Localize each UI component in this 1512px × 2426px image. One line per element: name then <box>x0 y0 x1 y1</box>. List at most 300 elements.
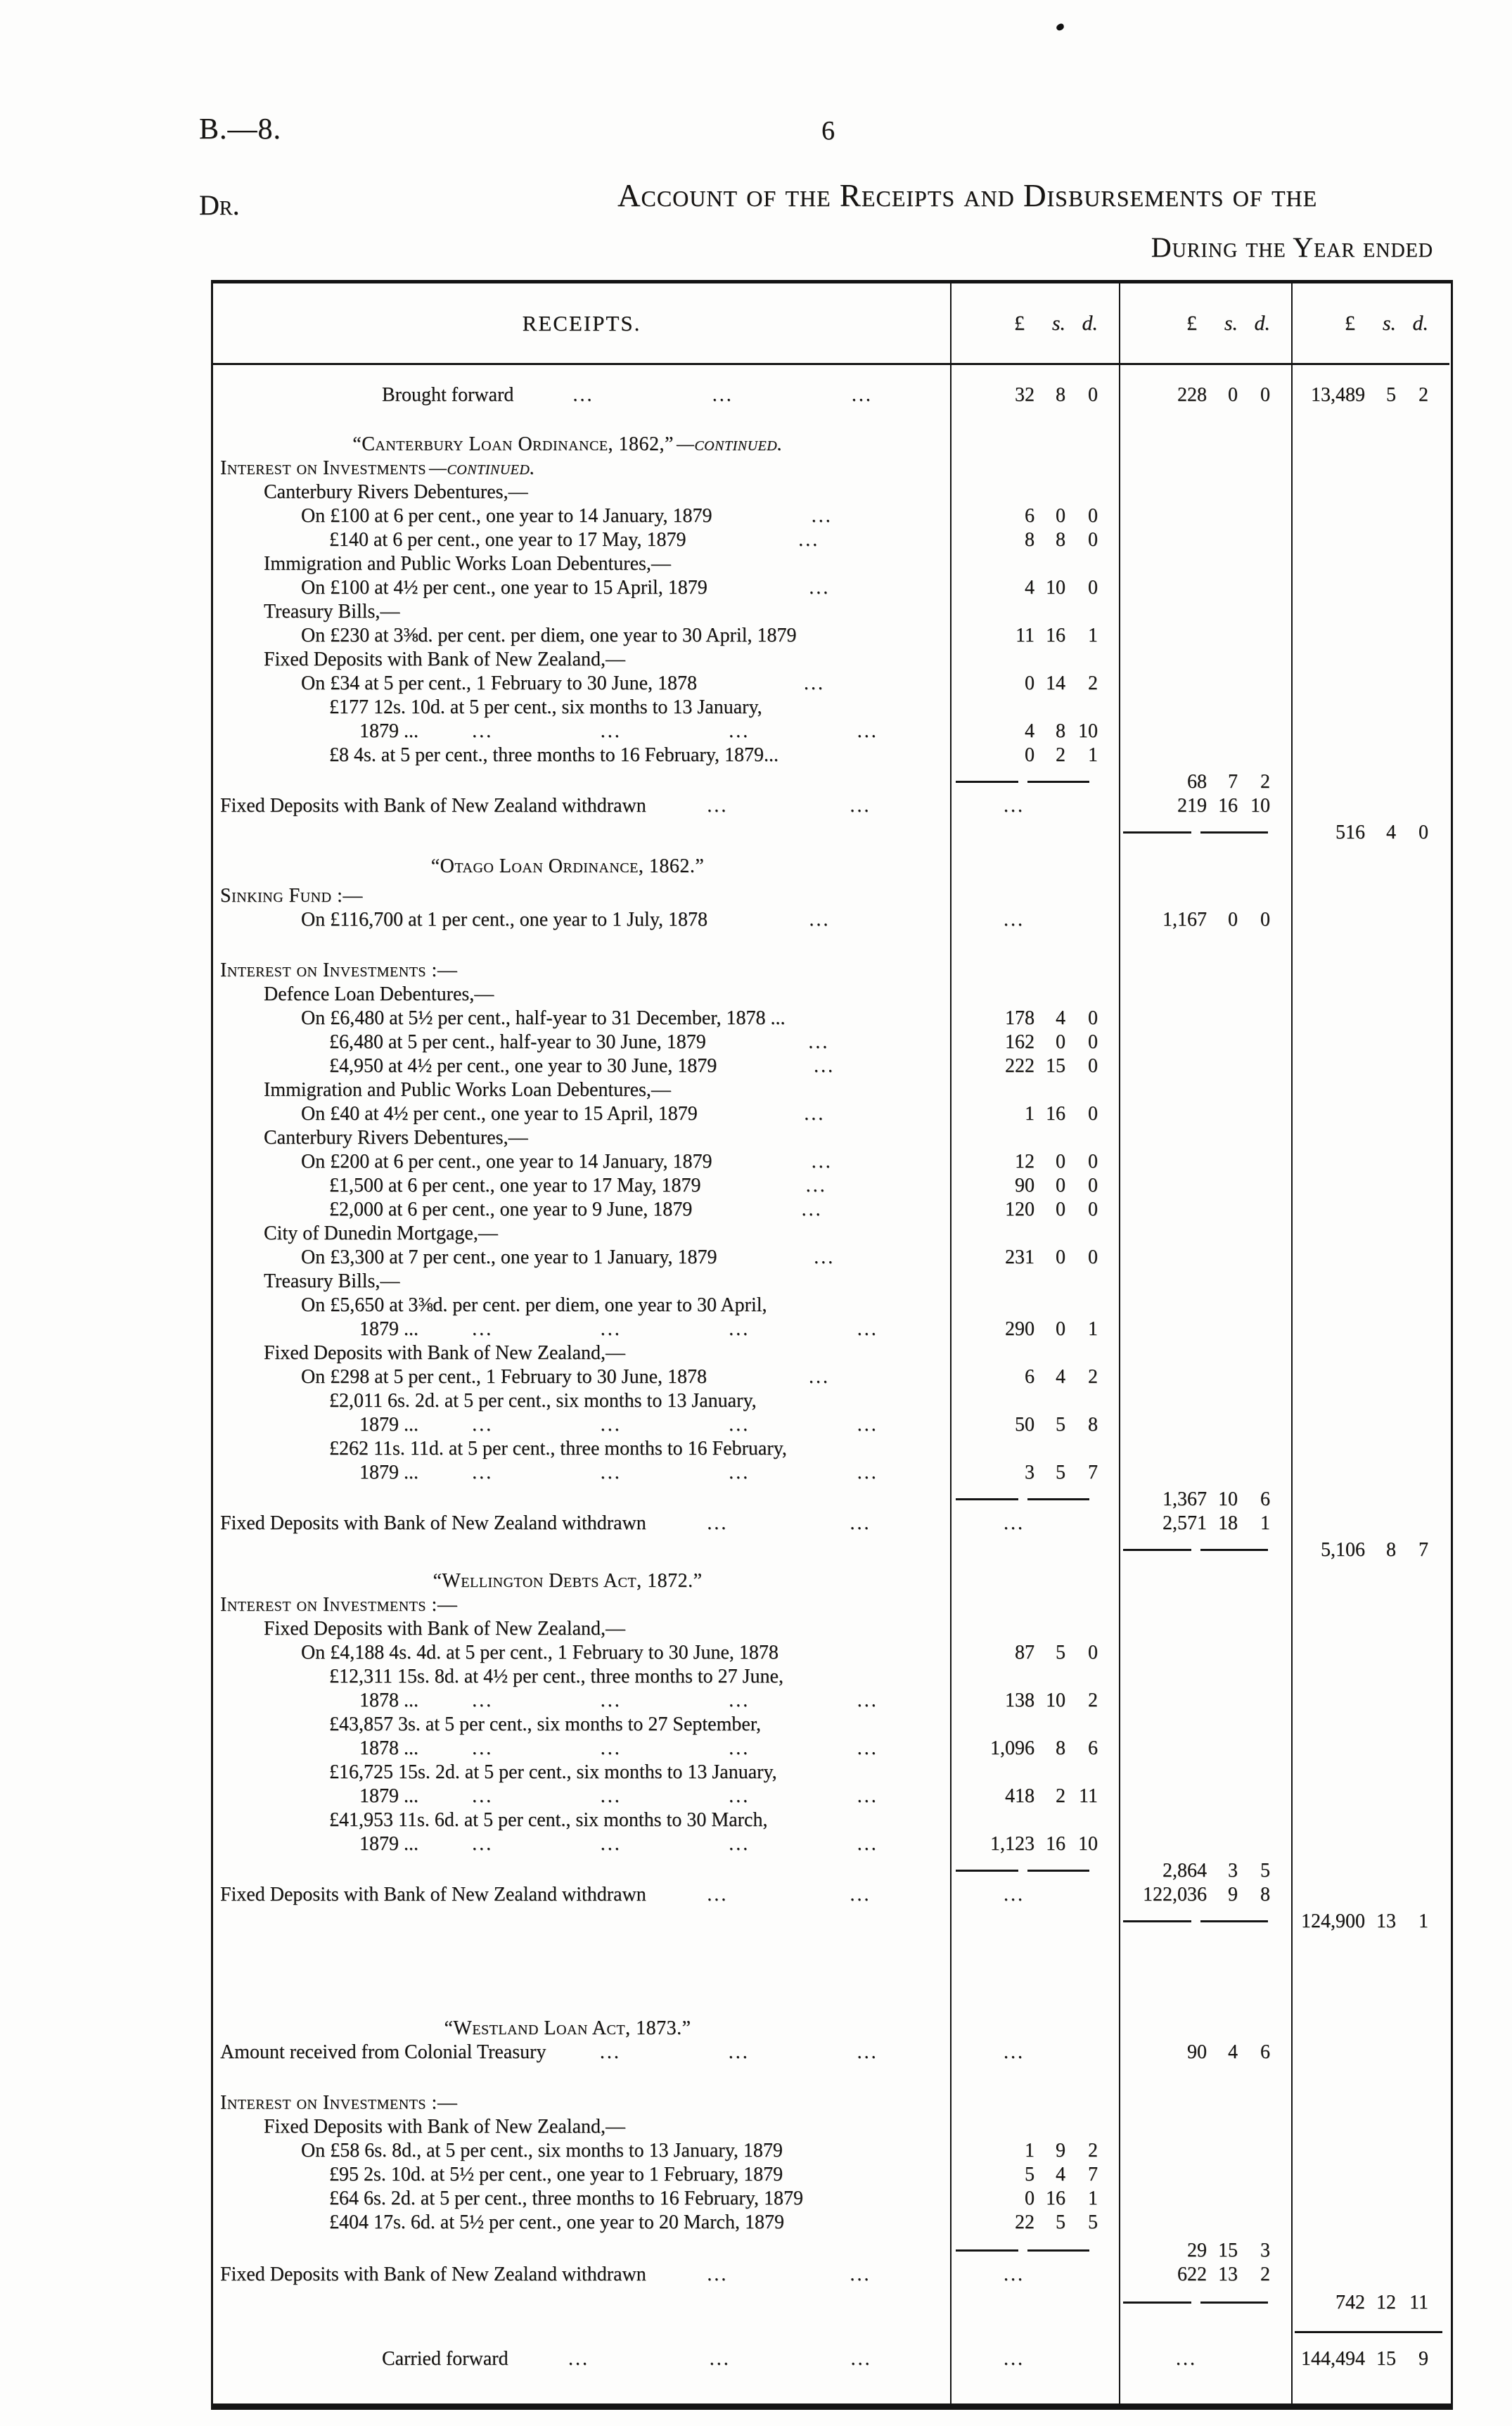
row-description <box>213 1910 950 1934</box>
pence-value <box>1065 2041 1098 2064</box>
money-amount <box>1119 383 1291 407</box>
money-amount <box>950 383 1119 407</box>
money-cell-1 <box>950 2263 1119 2287</box>
row-description <box>213 1246 950 1270</box>
money-amount <box>950 1365 1119 1389</box>
row-description <box>213 1317 950 1341</box>
leader-dots: ... <box>857 2041 878 2063</box>
description-text: Treasury Bills,— <box>264 601 400 623</box>
money-cell-3 <box>1291 794 1449 818</box>
leader-dots: ... <box>600 1737 622 1759</box>
description-text: £4,950 at 4½ per cent., one year to 30 June, 1879 <box>329 1055 717 1077</box>
money-cell-1 <box>950 1808 1119 1832</box>
description-text: £12,311 15s. 8d. at 4½ per cent., three months to 27 June, <box>329 1666 783 1687</box>
subtotal-rule <box>1123 831 1268 834</box>
row-description <box>213 821 950 845</box>
table-row <box>213 576 1451 600</box>
pounds-value: 0 <box>1025 2188 1034 2209</box>
money-cell-1 <box>950 1689 1119 1713</box>
money-cell-2 <box>1119 2091 1291 2115</box>
money-cell-1 <box>950 383 1119 407</box>
leader-dots: ... <box>805 1175 827 1196</box>
shillings-value <box>1034 794 1065 818</box>
money-cell-2 <box>1119 1389 1291 1413</box>
ink-speck <box>1056 23 1065 32</box>
money-amount <box>950 624 1119 648</box>
pounds-value: 290 <box>1005 1318 1034 1340</box>
money-amount <box>950 1007 1119 1030</box>
row-description <box>213 1761 950 1785</box>
leader-dots: ... <box>857 1785 878 1807</box>
description-text: On £298 at 5 per cent., 1 February to 30 June, 1878 <box>301 1366 707 1388</box>
money-cell-1 <box>950 1102 1119 1126</box>
pound-symbol: £ <box>1014 311 1025 335</box>
money-cell-3 <box>1291 1569 1449 1593</box>
leader-dots: ... <box>728 2041 750 2063</box>
money-cell-3 <box>1291 1270 1449 1294</box>
description-text: £8 4s. at 5 per cent., three months to 16 February, 1879... <box>329 744 779 766</box>
money-amount <box>950 1198 1119 1222</box>
shillings-value <box>1034 908 1065 932</box>
money-amount <box>1291 2291 1449 2315</box>
money-cell-1 <box>950 1198 1119 1222</box>
receipts-column-header: RECEIPTS. <box>213 283 950 365</box>
pence-value: 1 <box>1088 744 1098 766</box>
money-cell-2 <box>1119 1317 1291 1341</box>
table-row <box>213 2347 1451 2371</box>
table-row <box>213 2320 1451 2344</box>
description-text: 1879 ... <box>359 1414 418 1436</box>
pence-value <box>1238 2347 1270 2371</box>
leader-dots: ... <box>811 1151 833 1173</box>
table-row <box>213 1365 1451 1389</box>
leader-dots: ... <box>472 1414 494 1436</box>
table-row <box>213 1174 1451 1198</box>
shillings-value: 8 <box>1056 1737 1065 1759</box>
subtotal-rule <box>1123 1920 1268 1922</box>
leader-dots: ... <box>814 1055 835 1077</box>
table-row <box>213 1910 1451 1934</box>
money-cell-2 <box>1119 1859 1291 1883</box>
description-text: Amount received from Colonial Treasury <box>220 2041 546 2063</box>
row-description <box>213 983 950 1007</box>
leader-dots: ... <box>707 2264 729 2285</box>
money-cell-1 <box>950 1222 1119 1246</box>
money-cell-2 <box>1119 2163 1291 2187</box>
money-cell-3 <box>1291 2115 1449 2139</box>
money-amount <box>950 1054 1119 1078</box>
money-amount <box>1119 2347 1291 2371</box>
pounds-value: 5,106 <box>1321 1539 1365 1561</box>
money-cell-3 <box>1291 1030 1449 1054</box>
shillings-value <box>1034 2041 1065 2064</box>
shillings-value: 15 <box>1046 1055 1065 1077</box>
pence-value: 0 <box>1088 1031 1098 1053</box>
row-description <box>213 770 950 794</box>
money-amount <box>950 794 1119 818</box>
pence-value <box>1065 794 1098 818</box>
pounds-value: 1,123 <box>990 1833 1034 1855</box>
money-amount <box>1291 383 1449 407</box>
money-cell-3 <box>1291 1078 1449 1102</box>
pence-value: 11 <box>1409 2292 1428 2313</box>
row-description <box>213 2347 950 2371</box>
money-cell-2 <box>1119 1246 1291 1270</box>
shillings-value: 0 <box>1056 1318 1065 1340</box>
description-text: On £34 at 5 per cent., 1 February to 30 June, 1878 <box>301 672 697 694</box>
leader-dots: ... <box>729 1785 750 1807</box>
row-description <box>213 794 950 818</box>
description-text: £2,000 at 6 per cent., one year to 9 June, 1879 <box>329 1199 693 1220</box>
leader-dots: ... <box>472 1462 494 1483</box>
row-description <box>213 648 950 672</box>
row-description <box>213 1341 950 1365</box>
ellipsis-dots: ... <box>1004 2264 1025 2285</box>
money-cell-3 <box>1291 457 1449 480</box>
row-description <box>213 1737 950 1761</box>
description-text: Brought forward <box>382 384 514 406</box>
description-text: 1878 ... <box>359 1690 418 1711</box>
money-cell-1 <box>950 720 1119 743</box>
leader-dots: ... <box>851 384 873 406</box>
money-cell-2 <box>1119 433 1291 457</box>
money-cell-2 <box>1119 672 1291 696</box>
money-cell-3 <box>1291 1294 1449 1317</box>
shillings-value: 15 <box>1376 2348 1396 2370</box>
dr-label: Dr. <box>199 189 240 221</box>
table-row <box>213 1413 1451 1437</box>
money-cell-2 <box>1119 1910 1291 1934</box>
money-cell-1 <box>950 624 1119 648</box>
money-cell-3 <box>1291 908 1449 932</box>
shilling-label: s. <box>1224 311 1238 335</box>
row-description <box>213 1198 950 1222</box>
table-row <box>213 1785 1451 1808</box>
leader-dots: ... <box>600 720 622 742</box>
row-description <box>213 2115 950 2139</box>
money-cell-1 <box>950 1737 1119 1761</box>
money-cell-2 <box>1119 2041 1291 2064</box>
pounds-value: 1 <box>1025 2140 1034 2162</box>
row-description <box>213 1150 950 1174</box>
leader-dots: ... <box>600 1785 622 1807</box>
pounds-value: 228 <box>1177 384 1207 406</box>
money-amount <box>950 1689 1119 1713</box>
description-text: 1879 ... <box>359 1318 418 1340</box>
money-column-header-1 <box>950 283 1119 365</box>
money-amount <box>1119 1883 1291 1907</box>
pence-value: 8 <box>1260 1884 1270 1905</box>
money-cell-1 <box>950 1910 1119 1934</box>
description-text: Canterbury Rivers Debentures,— <box>264 481 528 503</box>
row-description <box>213 1785 950 1808</box>
pounds-value: 418 <box>1005 1785 1034 1807</box>
money-cell-3 <box>1291 1883 1449 1907</box>
money-cell-2 <box>1119 1222 1291 1246</box>
money-amount <box>950 1246 1119 1270</box>
money-amount <box>950 1737 1119 1761</box>
page-number: 6 <box>821 116 835 146</box>
table-row <box>213 2187 1451 2211</box>
row-description <box>213 672 950 696</box>
pence-value <box>1065 908 1098 932</box>
leader-dots: ... <box>472 1833 494 1855</box>
money-cell-3 <box>1291 2347 1449 2371</box>
row-description <box>213 457 950 480</box>
row-description <box>213 1461 950 1485</box>
pence-value: 1 <box>1088 625 1098 646</box>
ellipsis-dots: ... <box>1004 2348 1025 2370</box>
money-cell-2 <box>1119 720 1291 743</box>
money-cell-2 <box>1119 648 1291 672</box>
money-cell-2 <box>1119 959 1291 983</box>
shillings-value: 18 <box>1218 1512 1238 1534</box>
money-cell-1 <box>950 884 1119 908</box>
description-text: Defence Loan Debentures,— <box>264 983 494 1005</box>
money-cell-1 <box>950 1270 1119 1294</box>
description-text: £177 12s. 10d. at 5 per cent., six months to 13 January, <box>329 696 762 718</box>
table-row <box>213 1461 1451 1485</box>
money-cell-1 <box>950 821 1119 845</box>
money-amount <box>1119 770 1291 794</box>
money-cell-3 <box>1291 1737 1449 1761</box>
leader-dots: ... <box>600 1690 622 1711</box>
table-row <box>213 1761 1451 1785</box>
money-cell-2 <box>1119 1007 1291 1030</box>
pence-value: 0 <box>1088 1199 1098 1220</box>
money-cell-1 <box>950 1054 1119 1078</box>
shillings-value: 2 <box>1056 744 1065 766</box>
table-row <box>213 770 1451 794</box>
money-cell-2 <box>1119 1761 1291 1785</box>
money-cell-3 <box>1291 884 1449 908</box>
description-text: 1879 ... <box>359 1462 418 1483</box>
money-cell-2 <box>1119 1461 1291 1485</box>
money-amount <box>950 1512 1119 1536</box>
document-reference: B.—8. <box>199 113 282 146</box>
money-cell-2 <box>1119 457 1291 480</box>
row-description <box>213 2187 950 2211</box>
money-cell-1 <box>950 552 1119 576</box>
shillings-value: 5 <box>1056 1462 1065 1483</box>
table-row <box>213 2211 1451 2235</box>
pence-value: 2 <box>1088 2140 1098 2162</box>
table-row <box>213 457 1451 480</box>
pounds-value: 8 <box>1025 529 1034 551</box>
shillings-value: 8 <box>1056 384 1065 406</box>
money-cell-2 <box>1119 2017 1291 2041</box>
ellipsis-dots: ... <box>1004 1884 1025 1905</box>
description-text: “Otago Loan Ordinance, 1862.” <box>430 855 705 877</box>
row-description <box>213 1689 950 1713</box>
pence-value: 9 <box>1418 2348 1428 2370</box>
pounds-value: 516 <box>1335 822 1365 843</box>
description-text: “Wellington Debts Act, 1872.” <box>433 1570 703 1592</box>
money-cell-3 <box>1291 2291 1449 2315</box>
row-description <box>213 1294 950 1317</box>
money-amount <box>1119 2263 1291 2287</box>
money-amount <box>1291 1910 1449 1934</box>
pounds-value: 12 <box>1015 1151 1034 1173</box>
row-description <box>213 2211 950 2235</box>
table-row <box>213 1341 1451 1365</box>
money-cell-3 <box>1291 1593 1449 1617</box>
row-description <box>213 624 950 648</box>
table-row <box>213 648 1451 672</box>
pence-value: 0 <box>1088 1007 1098 1029</box>
money-cell-1 <box>950 1150 1119 1174</box>
money-cell-1 <box>950 2139 1119 2163</box>
leader-dots: ... <box>801 1199 823 1220</box>
money-cell-2 <box>1119 2211 1291 2235</box>
money-cell-2 <box>1119 1617 1291 1641</box>
money-amount <box>950 908 1119 932</box>
pence-value: 2 <box>1088 1366 1098 1388</box>
table-row <box>213 552 1451 576</box>
money-cell-2 <box>1119 576 1291 600</box>
description-text: Interest on Investments :— <box>220 959 458 981</box>
money-amount <box>950 528 1119 552</box>
description-text: Interest on Investments <box>220 457 427 479</box>
money-cell-1 <box>950 1437 1119 1461</box>
row-description <box>213 1538 950 1562</box>
row-description <box>213 1222 950 1246</box>
row-description <box>213 1102 950 1126</box>
row-description <box>213 552 950 576</box>
money-cell-1 <box>950 1007 1119 1030</box>
pence-value: 0 <box>1088 1055 1098 1077</box>
table-row <box>213 1883 1451 1907</box>
money-amount <box>1119 1488 1291 1512</box>
money-cell-3 <box>1291 2239 1449 2263</box>
money-amount <box>1119 908 1291 932</box>
description-text: £95 2s. 10d. at 5½ per cent., one year to 1 February, 1879 <box>329 2164 783 2185</box>
shillings-value: 9 <box>1056 2140 1065 2162</box>
description-text: Fixed Deposits with Bank of New Zealand,— <box>264 649 626 670</box>
row-description <box>213 959 950 983</box>
shillings-value: 5 <box>1386 384 1396 406</box>
description-text: £140 at 6 per cent., one year to 17 May, 1879 <box>329 529 686 551</box>
pence-value <box>1065 1512 1098 1536</box>
description-text: On £6,480 at 5½ per cent., half-year to 31 December, 1878 ... <box>301 1007 786 1029</box>
money-cell-3 <box>1291 1538 1449 1562</box>
money-cell-2 <box>1119 2291 1291 2315</box>
money-amount <box>950 1883 1119 1907</box>
pounds-value: 122,036 <box>1143 1884 1207 1905</box>
pence-value: 5 <box>1260 1860 1270 1882</box>
pence-value: 0 <box>1088 505 1098 527</box>
shillings-value: 2 <box>1056 1785 1065 1807</box>
description-text: On £100 at 4½ per cent., one year to 15 April, 1879 <box>301 577 707 599</box>
row-description <box>213 1832 950 1856</box>
pounds-value: 222 <box>1005 1055 1034 1077</box>
pounds-value: 6 <box>1025 505 1034 527</box>
leader-dots: ... <box>729 1414 750 1436</box>
shilling-label: s. <box>1382 311 1396 335</box>
money-column-header-2 <box>1119 283 1291 365</box>
row-description <box>213 696 950 720</box>
row-description <box>213 1030 950 1054</box>
money-cell-3 <box>1291 2187 1449 2211</box>
money-cell-1 <box>950 672 1119 696</box>
money-cell-3 <box>1291 855 1449 879</box>
leader-dots: ... <box>857 1462 878 1483</box>
leader-dots: ... <box>729 1833 750 1855</box>
money-cell-2 <box>1119 1593 1291 1617</box>
money-cell-3 <box>1291 1808 1449 1832</box>
shillings-value: 0 <box>1056 1151 1065 1173</box>
pence-value <box>1065 2347 1098 2371</box>
money-cell-3 <box>1291 600 1449 624</box>
table-row <box>213 672 1451 696</box>
shillings-value: 0 <box>1056 505 1065 527</box>
description-text: 1879 ... <box>359 1833 418 1855</box>
row-description <box>213 1593 950 1617</box>
money-cell-2 <box>1119 1365 1291 1389</box>
money-amount <box>950 720 1119 743</box>
ellipsis-dots: ... <box>1004 795 1025 817</box>
money-cell-2 <box>1119 855 1291 879</box>
pence-label: d. <box>1082 311 1098 335</box>
pence-value: 6 <box>1260 2041 1270 2063</box>
table-row <box>213 959 1451 983</box>
money-cell-1 <box>950 528 1119 552</box>
money-cell-3 <box>1291 2041 1449 2064</box>
money-cell-2 <box>1119 1413 1291 1437</box>
table-row <box>213 1737 1451 1761</box>
shillings-value: 4 <box>1056 1007 1065 1029</box>
row-description <box>213 2291 950 2315</box>
row-description <box>213 1174 950 1198</box>
table-row <box>213 1437 1451 1461</box>
money-cell-1 <box>950 2091 1119 2115</box>
table-row <box>213 480 1451 504</box>
table-row <box>213 1126 1451 1150</box>
ellipsis-dots: ... <box>1004 909 1025 931</box>
shillings-value: 0 <box>1228 909 1238 931</box>
description-text: Fixed Deposits with Bank of New Zealand withdrawn <box>220 1512 646 1534</box>
pounds-value: 1,367 <box>1162 1488 1207 1510</box>
table-row <box>213 1317 1451 1341</box>
money-amount <box>1119 794 1291 818</box>
table-row <box>213 1222 1451 1246</box>
money-cell-1 <box>950 648 1119 672</box>
table-row <box>213 696 1451 720</box>
description-text: Fixed Deposits with Bank of New Zealand,— <box>264 2116 626 2138</box>
description-text: Sinking Fund :— <box>220 885 363 907</box>
leader-dots: ... <box>804 672 825 694</box>
money-cell-1 <box>950 1569 1119 1593</box>
ellipsis-dots: ... <box>1176 2348 1197 2370</box>
leader-dots: ... <box>857 1414 878 1436</box>
pence-value: 7 <box>1088 1462 1098 1483</box>
pounds-value: 13,489 <box>1311 384 1365 406</box>
money-cell-2 <box>1119 2320 1291 2344</box>
money-amount <box>950 1413 1119 1437</box>
money-cell-2 <box>1119 908 1291 932</box>
row-description <box>213 1569 950 1593</box>
table-row <box>213 1078 1451 1102</box>
description-text: On £116,700 at 1 per cent., one year to 1 July, 1878 <box>301 909 708 931</box>
row-description <box>213 1665 950 1689</box>
money-amount <box>1291 1538 1449 1562</box>
description-text: £2,011 6s. 2d. at 5 per cent., six months to 13 January, <box>329 1390 757 1412</box>
row-description <box>213 884 950 908</box>
shillings-value: 0 <box>1056 1031 1065 1053</box>
table-row <box>213 1832 1451 1856</box>
description-text: Fixed Deposits with Bank of New Zealand,— <box>264 1342 626 1364</box>
leader-dots: ... <box>729 1318 750 1340</box>
